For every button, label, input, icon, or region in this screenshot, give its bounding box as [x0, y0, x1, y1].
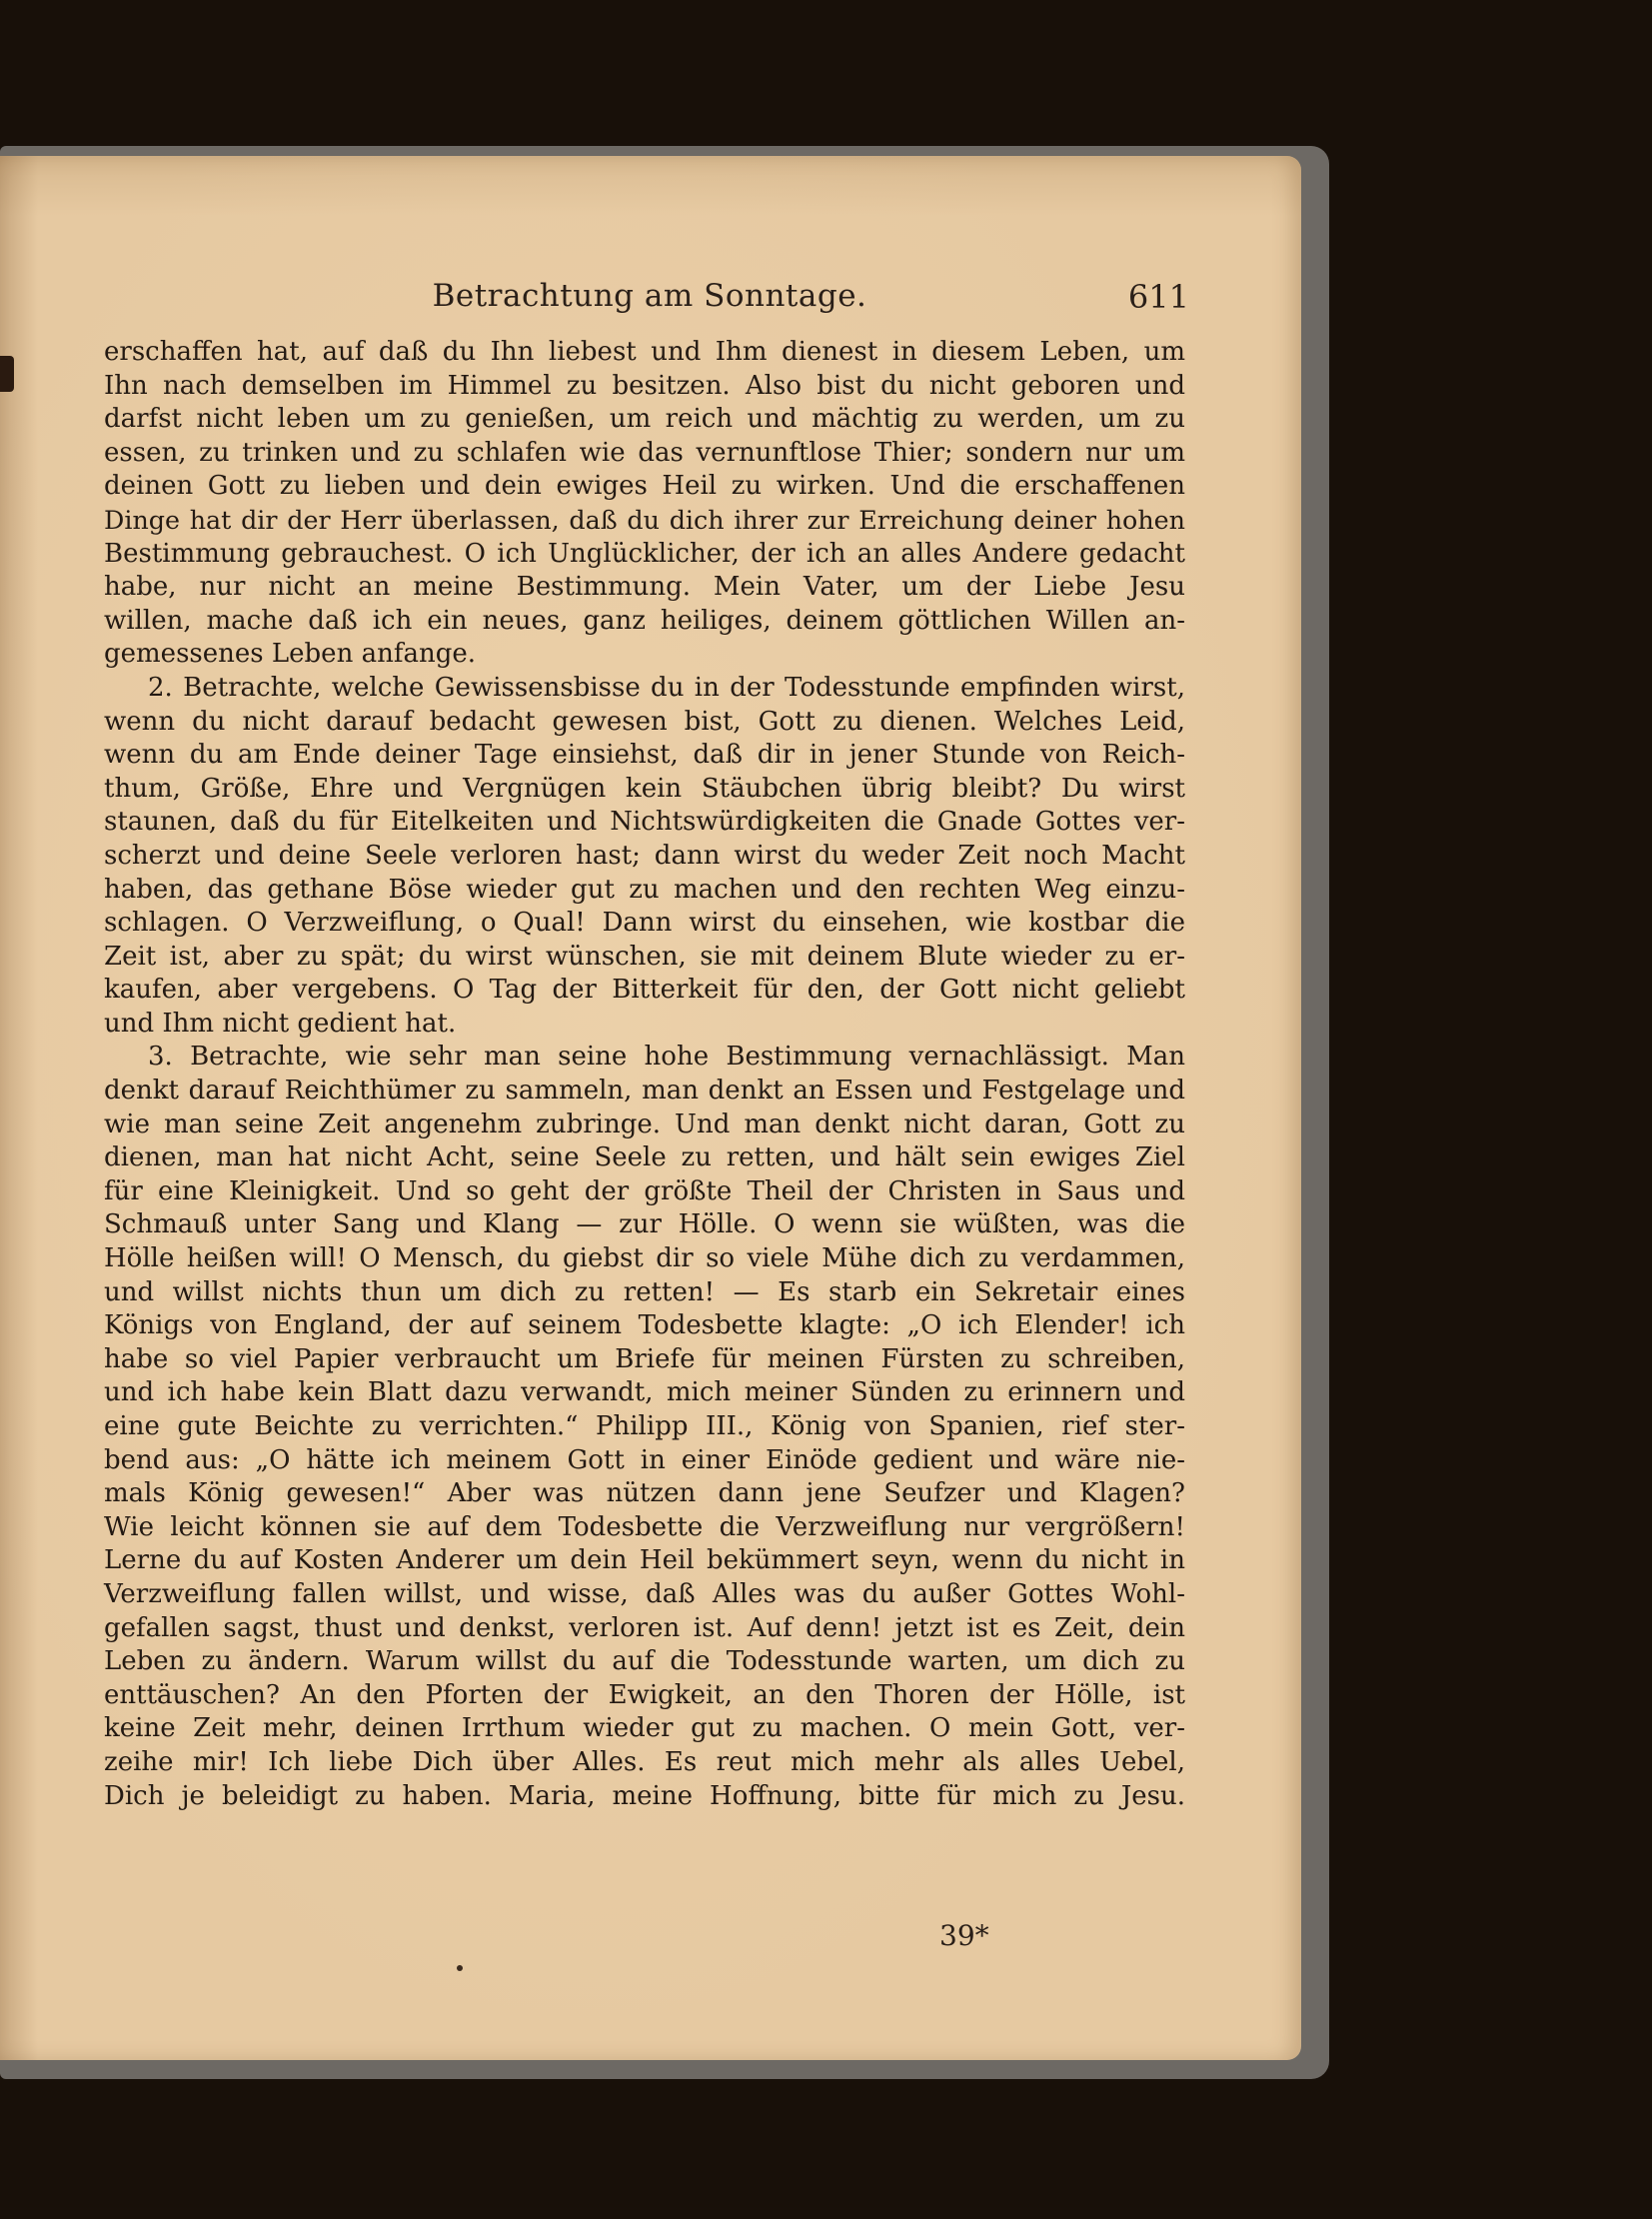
text-line: Königs von England, der auf seinem Todesbette klagte: „O ich Elender! ich — [104, 1310, 1185, 1341]
text-line: Hölle heißen will! O Mensch, du giebst dir so viele Mühe dich zu verdammen, — [104, 1243, 1185, 1274]
text-line: Dinge hat dir der Herr überlassen, daß du dich ihrer zur Erreichung deiner hohen — [104, 504, 1185, 535]
text-line: Dich je beleidigt zu haben. Maria, meine Hoffnung, bitte für mich zu Jesu. — [104, 1780, 1185, 1811]
text-line: zeihe mir! Ich liebe Dich über Alles. Es reut mich mehr als alles Uebel, — [104, 1746, 1185, 1777]
text-line: denkt darauf Reichthümer zu sammeln, man denkt an Essen und Festgelage und — [104, 1076, 1185, 1107]
text-line: kaufen, aber vergebens. O Tag der Bitterkeit für den, der Gott nicht geliebt — [104, 975, 1185, 1006]
text-line: für eine Kleinigkeit. Und so geht der größte Theil der Christen in Saus und — [104, 1175, 1185, 1206]
text-line: Zeit ist, aber zu spät; du wirst wünschen, sie mit deinem Blute wieder zu er- — [104, 941, 1185, 972]
text-line: staunen, daß du für Eitelkeiten und Nichtswürdigkeiten die Gnade Gottes ver- — [104, 807, 1185, 838]
text-line: habe so viel Papier verbraucht um Briefe für meinen Fürsten zu schreiben, — [104, 1343, 1185, 1374]
text-line: und willst nichts thun um dich zu retten! — Es starb ein Sekretair eines — [104, 1276, 1185, 1307]
paper-speck — [457, 1965, 463, 1971]
text-line: mals König gewesen!“ Aber was nützen dann jene Seufzer und Klagen? — [104, 1478, 1185, 1509]
text-line: erschaffen hat, auf daß du Ihn liebest und Ihm dienest in diesem Leben, um — [104, 337, 1185, 367]
text-line: Leben zu ändern. Warum willst du auf die Todesstunde warten, um dich zu — [104, 1646, 1185, 1677]
text-line: Lerne du auf Kosten Anderer um dein Heil bekümmert seyn, wenn du nicht in — [104, 1545, 1185, 1576]
text-line: thum, Größe, Ehre und Vergnügen kein Stäubchen übrig bleibt? Du wirst — [104, 773, 1185, 804]
text-line: wenn du am Ende deiner Tage einsiehst, daß dir in jener Stunde von Reich- — [104, 740, 1185, 771]
spine-mark — [0, 356, 14, 392]
text-line: schlagen. O Verzweiflung, o Qual! Dann wirst du einsehen, wie kostbar die — [104, 908, 1185, 939]
text-line: und ich habe kein Blatt dazu verwandt, mich meiner Sünden zu erinnern und — [104, 1377, 1185, 1408]
paragraph-3 — [104, 1041, 1185, 1813]
text-line: darfst nicht leben um zu genießen, um reich und mächtig zu werden, um zu — [104, 404, 1185, 435]
text-line: dienen, man hat nicht Acht, seine Seele zu retten, und hält sein ewiges Ziel — [104, 1142, 1185, 1173]
text-line: und Ihm nicht gedient hat. — [104, 1008, 457, 1039]
text-line: eine gute Beichte zu verrichten.“ Philipp III., König von Spanien, rief ster- — [104, 1411, 1185, 1441]
running-head — [110, 278, 1189, 328]
paragraph-2 — [104, 672, 1185, 1042]
text-line: gemessenes Leben anfange. — [104, 639, 476, 670]
text-line: haben, das gethane Böse wieder gut zu machen und den rechten Weg einzu- — [104, 874, 1185, 905]
text-line: deinen Gott zu lieben und dein ewiges Heil zu wirken. Und die erschaffenen — [104, 471, 1185, 502]
text-line: wie man seine Zeit angenehm zubringe. Und man denkt nicht daran, Gott zu — [104, 1109, 1185, 1139]
text-line: essen, zu trinken und zu schlafen wie das vernunftlose Thier; sondern nur um — [104, 437, 1185, 468]
text-line: habe, nur nicht an meine Bestimmung. Mein Vater, um der Liebe Jesu — [104, 572, 1185, 603]
text-line: scherzt und deine Seele verloren hast; dann wirst du weder Zeit noch Macht — [104, 840, 1185, 871]
text-line: Bestimmung gebrauchest. O ich Unglücklicher, der ich an alles Andere gedacht — [104, 538, 1185, 569]
printer-signature: 39* — [939, 1919, 989, 1952]
text-line: willen, mache daß ich ein neues, ganz heiliges, deinem göttlichen Willen an- — [104, 605, 1185, 636]
text-line: Wie leicht können sie auf dem Todesbette die Verzweiflung nur vergrößern! — [104, 1511, 1185, 1542]
body-text — [104, 336, 1185, 1813]
text-line: Verzweiflung fallen willst, und wisse, daß Alles was du außer Gottes Wohl- — [104, 1578, 1185, 1609]
text-line: Schmauß unter Sang und Klang — zur Hölle. O wenn sie wüßten, was die — [104, 1209, 1185, 1240]
text-line: Ihn nach demselben im Himmel zu besitzen. Also bist du nicht geboren und — [104, 370, 1185, 401]
paragraph-1 — [104, 336, 1185, 672]
text-line: keine Zeit mehr, deinen Irrthum wieder gut zu machen. O mein Gott, ver- — [104, 1713, 1185, 1744]
text-line: wenn du nicht darauf bedacht gewesen bist, Gott zu dienen. Welches Leid, — [104, 706, 1185, 737]
text-line: 3. Betrachte, wie sehr man seine hohe Bestimmung vernachlässigt. Man — [148, 1042, 1185, 1073]
text-line: 2. Betrachte, welche Gewissensbisse du in der Todesstunde empfinden wirst, — [148, 672, 1185, 703]
running-title: Betrachtung am Sonntage. — [432, 278, 867, 314]
page-number: 611 — [1127, 278, 1189, 316]
text-line: gefallen sagst, thust und denkst, verloren ist. Auf denn! jetzt ist es Zeit, dein — [104, 1612, 1185, 1643]
text-line: bend aus: „O hätte ich meinem Gott in einer Einöde gedient und wäre nie- — [104, 1444, 1185, 1475]
text-line: enttäuschen? An den Pforten der Ewigkeit, an den Thoren der Hölle, ist — [104, 1679, 1185, 1710]
